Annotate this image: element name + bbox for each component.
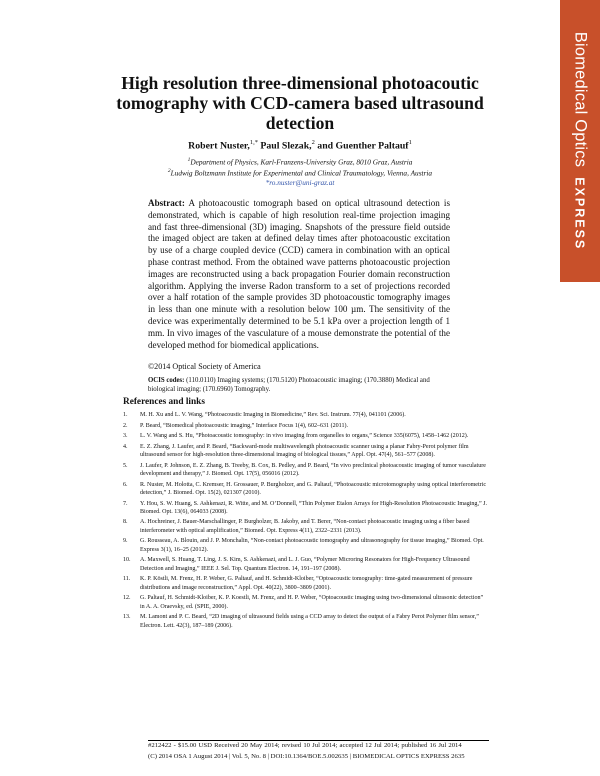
affiliations: [98, 156, 502, 188]
author-affiliation-mark: 1: [408, 139, 412, 146]
journal-logo-title: Biomedical Optics: [571, 31, 590, 168]
abstract-label: Abstract:: [148, 198, 185, 208]
reference-text[interactable]: G. Paltauf, H. Schmidt-Kloiber, K. P. Koestli, M. Frenz, and H. P. Weber, “Optoacoustic imaging using two-dimensional ultrasonic detection” in A. A. Oraevsky, ed. (SPIE, 2000).: [140, 595, 484, 610]
reference-item: [123, 613, 489, 630]
reference-item: [123, 422, 489, 430]
reference-text[interactable]: A. Hochreiner, J. Bauer-Marschallinger, P. Burgholzer, B. Jakoby, and T. Berer, “Non-contact photoacoustic imaging using a fiber based interferometer with optical amplification,” Biomed. Opt. Express 4(11), 2322–2331 (2013).: [140, 519, 470, 534]
reference-number: 5.: [123, 462, 128, 469]
reference-text[interactable]: J. Laufer, P. Johnson, E. Z. Zhang, B. Treeby, B. Cox, B. Pedley, and P. Beard, “In vivo preclinical photoacoustic imaging of tumor vasculature development and therapy,” J. Biomed. Opt. 17(5), 056016 (2012).: [140, 462, 486, 477]
reference-number: 11.: [123, 576, 131, 583]
reference-number: 12.: [123, 595, 131, 602]
author-name[interactable]: Paul Slezak,: [260, 140, 312, 152]
reference-list: [123, 411, 489, 632]
reference-text[interactable]: Y. Hou, S. W. Huang, S. Ashkenazi, R. Witte, and M. O’Donnell, “Thin Polymer Etalon Arrays for High-Resolution Photoacoustic Imaging,” J. Biomed. Opt. 13(6), 064033 (2008).: [140, 500, 488, 515]
copyright-notice: ©2014 Optical Society of America: [148, 362, 261, 371]
reference-item: [123, 411, 489, 419]
affiliation-mark: 2: [167, 168, 171, 175]
reference-number: 3.: [123, 433, 128, 440]
affiliation-text: Department of Physics, Karl-Franzens-University Graz, 8010 Graz, Austria: [190, 157, 413, 167]
reference-text[interactable]: P. Beard, “Biomedical photoacoustic imaging,” Interface Focus 1(4), 602–631 (2011).: [140, 422, 349, 429]
abstract: [148, 198, 450, 351]
reference-text[interactable]: M. Lamont and P. C. Beard, “2D imaging of ultrasound fields using a CCD array to detect the output of a Fabry Perot Polymer film sensor,” Electron. Lett. 42(3), 187–189 (2006).: [140, 614, 479, 629]
affiliation-text: Ludwig Boltzmann Institute for Experimental and Clinical Traumatology, Vienna, Austria: [170, 168, 433, 178]
ocis-text: (110.0110) Imaging systems; (170.5120) Photoacoustic imaging; (170.3880) Medical and biological imaging; (170.6960) Tomography.: [148, 377, 430, 394]
reference-number: 9.: [123, 538, 128, 545]
reference-item: [123, 481, 489, 498]
footer-citation-info: (C) 2014 OSA 1 August 2014 | Vol. 5, No. 8 | DOI:10.1364/BOE.5.002635 | BIOMEDICAL OPTICS EXPRESS 2635: [148, 753, 465, 760]
reference-item: [123, 518, 489, 535]
reference-number: 7.: [123, 500, 128, 507]
journal-sidebar-banner: [560, 0, 600, 282]
reference-number: 6.: [123, 481, 128, 488]
affiliation-line: [98, 156, 502, 167]
author-affiliation-mark: 2: [311, 139, 315, 146]
reference-item: [123, 500, 489, 517]
reference-text[interactable]: K. P. Köstli, M. Frenz, H. P. Weber, G. Paltauf, and H. Schmidt-Kloiber, “Optoacoustic tomography: time-gated measurement of pressure distributions and image reconstruction,” Appl. Opt. 40(22), 3800–3809 (2001).: [140, 576, 473, 591]
reference-number: 13.: [123, 614, 131, 621]
reference-item: [123, 594, 489, 611]
reference-number: 1.: [123, 412, 128, 418]
author-list: [98, 139, 502, 151]
reference-number: 8.: [123, 519, 128, 526]
journal-logo: [571, 32, 590, 251]
ocis-codes: [148, 376, 454, 395]
author-name[interactable]: Robert Nuster,: [188, 140, 250, 152]
author-affiliation-mark: 1,*: [249, 139, 258, 146]
footer-divider: [148, 740, 489, 741]
author-name[interactable]: and Guenther Paltauf: [317, 140, 409, 152]
reference-text[interactable]: G. Rousseau, A. Blouin, and J. P. Monchalin, “Non-contact photoacoustic tomography and ultrasonography for tissue imaging,” Biomed. Opt. Express 3(1), 16–25 (2012).: [140, 538, 484, 553]
paper-title: High resolution three-dimensional photoacoutic tomography with CCD-camera based ultrasound detection: [116, 73, 484, 133]
reference-number: 4.: [123, 443, 128, 450]
footer-publication-dates: #212422 - $15.00 USD Received 20 May 2014; revised 10 Jul 2014; accepted 12 Jul 2014; published 16 Jul 2014: [148, 742, 462, 749]
affiliation-mark: 1: [187, 157, 191, 163]
reference-text[interactable]: E. Z. Zhang, J. Laufer, and P. Beard, “Backward-mode multiwavelength photoacoustic scanner using a planar Fabry-Perot polymer film ultrasound sensor for high-resolution three-dimensional imaging of biological tissues,” Appl. Opt. 47(4), 561–577 (2008).: [140, 443, 469, 459]
reference-number: 2.: [123, 422, 128, 429]
reference-text[interactable]: A. Maxwell, S. Huang, T. Ling, J. S. Kim, S. Ashkenazi, and L. J. Guo, “Polymer Microring Resonators for High-Frequency Ultrasound Detection and Imaging,” IEEE J. Sel. Top. Quantum Electron. 14, 191–197 (2008).: [140, 557, 470, 572]
reference-item: [123, 462, 489, 479]
references-heading: References and links: [123, 397, 205, 407]
reference-number: 10.: [123, 557, 131, 564]
reference-item: [123, 575, 489, 592]
reference-item: [123, 443, 489, 460]
reference-item: [123, 432, 489, 440]
reference-text[interactable]: R. Nuster, M. Holotta, C. Kremser, H. Grossauer, P. Burgholzer, and G. Paltauf, “Photoacoustic microtomography using optical interferometric detection,” J. Biomed. Opt. 15(2), 021307 (2010).: [140, 481, 487, 496]
journal-logo-express: EXPRESS: [572, 177, 587, 251]
reference-text[interactable]: L. V. Wang and S. Hu, “Photoacoustic tomography: in vivo imaging from organelles to organs,” Science 335(6075), 1458–1462 (2012).: [140, 433, 469, 440]
reference-text[interactable]: M. H. Xu and L. V. Wang, “Photoacoustic Imaging in Biomedicine,” Rev. Sci. Instrum. 77(4), 041101 (2006).: [140, 412, 406, 418]
author-email-link[interactable]: *ro.nuster@uni-graz.at: [265, 178, 335, 188]
reference-item: [123, 556, 489, 573]
abstract-text: A photoacoustic tomograph based on optical ultrasound detection is demonstrated, which is capable of high resolution real-time projection imaging and fast three-dimensional (3D) imaging. Snapshots of the pressure field outside the imaged object are taken at defined delay times after photoacoustic excitation by use of a charge coupled device (CCD) camera in combination with an optical phase contrast method. From the obtained wave patterns photoacoustic projection images are reconstructed using a back propagation Fourier domain reconstruction algorithm. Applying the inverse Radon transform to a set of projections recorded over a half rotation of the sample provides 3D photoacoustic tomography images in less than one minute with a resolution below 100 µm. The sensitivity of the device was experimentally determined to be 5.1 kPa over a projection length of 1 mm. In vivo images of the vasculature of a mouse demonstrate the potential of the developed method for biomedical applications.: [148, 198, 450, 350]
ocis-label: OCIS codes:: [148, 377, 185, 384]
affiliation-line: [98, 167, 502, 178]
reference-item: [123, 537, 489, 554]
